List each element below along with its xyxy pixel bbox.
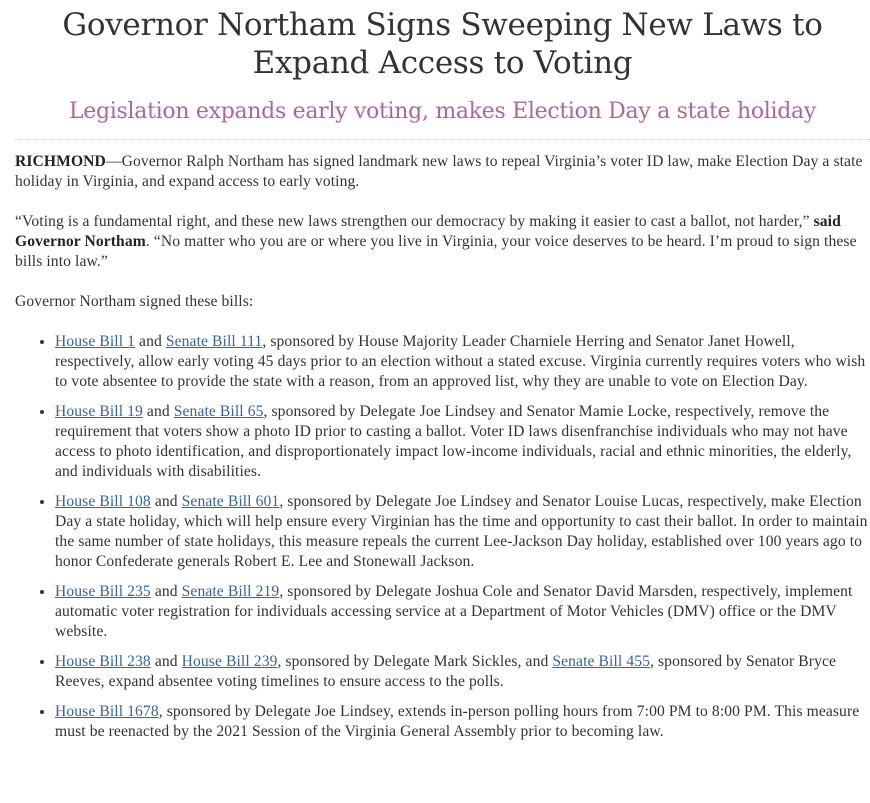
bill-link[interactable]: Senate Bill 111: [165, 333, 263, 350]
bill-separator: and: [135, 333, 166, 350]
bill-link[interactable]: Senate Bill 219: [181, 583, 280, 600]
bill-link[interactable]: House Bill 1: [55, 333, 136, 350]
list-item: [55, 332, 870, 392]
article: [0, 6, 870, 742]
page-subtitle: Legislation expands early voting, makes Election Day a state holiday: [69, 99, 816, 124]
bills-intro: Governor Northam signed these bills:: [15, 293, 254, 310]
bill-separator: and: [142, 403, 174, 420]
page-title: Governor Northam Signs Sweeping New Laws to Expand Access to Voting: [62, 7, 823, 81]
quote-part-1: “Voting is a fundamental right, and these new laws strengthen our democracy by making it easier to cast a ballot, not harder,”: [15, 213, 810, 230]
divider: [15, 139, 870, 140]
bill-description: , sponsored by House Majority Leader Charniele Herring and Senator Janet Howell, respectively, allow early voting 45 days prior to an election without a stated excuse. Virginia currently requires voters who wish to vote absentee to provide the state with a reason, from an approved list, why they are unable to vote on Election Day.: [55, 333, 866, 390]
bill-link[interactable]: Senate Bill 455: [552, 653, 651, 670]
bill-separator: and: [150, 493, 182, 510]
bills-list: [15, 332, 870, 742]
list-item: [55, 582, 870, 642]
bill-link[interactable]: House Bill 19: [55, 403, 143, 420]
bill-description: , sponsored by Delegate Joe Lindsey, extends in-person polling hours from 7:00 PM to 8:00 PM. This measure must be reenacted by the 2021 Session of the Virginia General Assembly prior to becoming law.: [55, 703, 860, 740]
list-item: [55, 402, 870, 482]
quote-part-2: . “No matter who you are or where you live in Virginia, your voice deserves to be heard. I’m proud to sign these bills into law.”: [15, 233, 857, 270]
bill-description: , sponsored by Delegate Joe Lindsey and Senator Louise Lucas, respectively, make Election Day a state holiday, which will help ensure every Virginian has the time and opportunity to cast their ballot. In order to maintain the same number of state holidays, this measure repeals the current Lee-Jackson Day holiday, established over 100 years ago to honor Confederate generals Robert E. Lee and Stonewall Jackson.: [55, 493, 868, 570]
bill-link[interactable]: House Bill 1678: [55, 703, 159, 720]
bill-link[interactable]: House Bill 239: [181, 653, 278, 670]
intro-paragraph: [15, 152, 870, 192]
list-item: [55, 652, 870, 692]
list-item: [55, 492, 870, 572]
bill-sponsor-text: , sponsored by Delegate Mark Sickles, and: [277, 653, 553, 670]
list-item: [55, 702, 870, 742]
bill-description: , sponsored by Senator Bryce Reeves, expand absentee voting timelines to ensure access to the polls.: [55, 653, 837, 690]
bill-link[interactable]: House Bill 108: [55, 493, 151, 510]
bill-link[interactable]: House Bill 238: [55, 653, 151, 670]
bill-separator: and: [150, 653, 182, 670]
bill-description: , sponsored by Delegate Joshua Cole and Senator David Marsden, respectively, implement automatic voter registration for individuals accessing service at a Department of Motor Vehicles (DMV) office or the DMV website.: [55, 583, 853, 640]
intro-text: —Governor Ralph Northam has signed landmark new laws to repeal Virginia’s voter ID law, make Election Day a state holiday in Virginia, and expand access to early voting.: [15, 153, 863, 190]
quote-paragraph: [15, 212, 870, 272]
bill-link[interactable]: Senate Bill 65: [173, 403, 264, 420]
quote-attribution: said Governor Northam: [15, 213, 841, 250]
bill-separator: and: [150, 583, 182, 600]
bill-link[interactable]: House Bill 235: [55, 583, 151, 600]
dateline: RICHMOND: [15, 153, 106, 170]
bill-link[interactable]: Senate Bill 601: [181, 493, 280, 510]
bill-description: , sponsored by Delegate Joe Lindsey and Senator Mamie Locke, respectively, remove the requirement that voters show a photo ID prior to casting a ballot. Voter ID laws disenfranchise individuals who may not have access to photo identification, and disproportionately impact low-income individuals, racial and ethnic minorities, the elderly, and individuals with disabilities.: [55, 403, 852, 480]
